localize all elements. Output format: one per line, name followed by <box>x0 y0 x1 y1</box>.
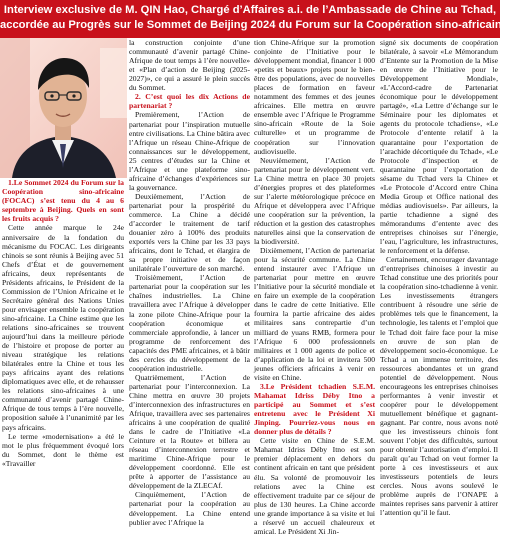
answer-paragraph: Neuvièmement, l’Action de partenariat pour le développement vert. La Chine mettra en place 30 projets d’énergies propres et des plateformes sur l’alerte météorologique précoce en Afrique et développera avec l’Afrique une coopération sur la prévention, la réduction et la gestion des catastrophes naturelles ainsi que la conservation de la biodiversité. <box>254 155 375 247</box>
article-header <box>0 0 508 38</box>
column-4 <box>380 38 498 518</box>
article-body <box>0 38 500 536</box>
answer-paragraph: Cette année marque le 24e anniversaire de la fondation du mécanisme du FOCAC. Les dirigeants chinois se sont réunis à Beijing avec 51 Chefs d’État et de gouvernement africains, deux représentants de Présidents africains, le Président de la Commission de l’Union Africaine et le Secrétaire général des Nations Unies pour envisager ensemble la coopération sino-africaine. La Chine estime que les relations sino-africaines se trouvent aujourd’hui dans la meilleure période de l’histoire et propose de porter au niveau stratégique les relations bilatérales entre la Chine et tous les pays africains ayant des relations diplomatiques avec elle, et de rehausser les relations sino-africaines à une communauté d’avenir partagé Chine-Afrique de tous temps à l’ère nouvelle, proposition saluée à l’unanimité par les pays africains. <box>2 223 124 432</box>
answer-paragraph: Le terme «modernisation» a été le mot le plus fréquemment évoqué lors du Sommet, dont le thème est «Travailler <box>2 431 124 468</box>
answer-paragraph: Cinquièmement, l’Action de partenariat pour la coopération au développement. La Chine entend publier avec l’Afrique la <box>129 490 250 527</box>
answer-paragraph: Quatrièmement, l’Action de partenariat pour l’interconnexion. La Chine mettra en œuvre 30 projets d’interconnexion des infrastructures en Afrique, travaillera avec ses partenaires africains à une coopération de qualité dans le cadre de l’Initiative «La Ceinture et la Route» et billera au réseau d’interconnexion terrestre et maritime Chine-Afrique pour le développement coordonné. Elle est prête à apporter de l’assistance au développement de la ZLECAf. <box>129 372 250 491</box>
answer-paragraph: Dixièmement, l’Action de partenariat pour la sécurité commune. La Chine entend instaurer avec l’Afrique un partenariat pour mettre en œuvre l’Initiative pour la sécurité mondiale et en faire un exemple de la coopération dans le cadre de cette Initiative. Elle fournira la partie africaine des aides militaires sans contrepartie d’un milliard de yuans RMB, formera pour l’Afrique 6 000 professionnels militaires et 1 000 agents de police et d’application de la loi et invitera 500 jeunes officiers africains à venir en visite en Chine. <box>254 246 375 382</box>
answer-paragraph: Troisièmement, l’Action de partenariat pour la coopération sur les chaînes industrielles. La Chine travaillera avec l’Afrique à développer la zone pilote Chine-Afrique pour la coopération économique et commerciale approfondie, à lancer un programme de renforcement des capacités des PME africaines, et à bâtir des cercles du développement de la coopération industrielle. <box>129 273 250 373</box>
headline-line-2: accordée au Progrès sur le Sommet de Beijing 2024 du Forum sur la Coopération sino-africaine <box>0 19 508 31</box>
headline-line-1: Interview exclusive de M. QIN Hao, Chargé d’Affaires a.i. de l’Ambassade de Chine au Tchad, <box>3 4 497 16</box>
answer-paragraph: tion Chine-Afrique sur la promotion conjointe de l’Initiative pour le développement mondial, financer 1 000 «petits et beaux» projets pour le bien-être des populations, avec de nouvelles places de formation en faveur notamment des femmes et des jeunes africaines. Elle mettra en œuvre ensemble avec l’Afrique le Programme sino-africain «Route de la Soie culturelle» et un programme de coopération sur l’innovation audiovisuelle. <box>254 38 375 156</box>
answer-paragraph: Cette visite en Chine de S.E.M. Mahamat Idriss Déby Itno est son premier déplacement en dehors du continent africain en tant que président élu. Sa volonté de promouvoir les relations avec la Chine est effectivement traduite par ce séjour de plus de 130 heures. La Chine accorde une grande importance à sa visite et lui a réservé un accueil chaleureux et amical. Le Président Xi Jin- <box>254 436 375 536</box>
question-3: 3.Le Président tchadien S.E.M. Mahamat Idriss Déby Itno a participé au Sommet et s’est entretenu avec le Président Xi Jinping. Pourriez-vous nous en donner plus de détails ? <box>254 381 375 437</box>
column-3 <box>254 38 375 536</box>
answer-paragraph: la construction conjointe d’une communauté d’avenir partagé Chine-Afrique de tout temps à l’ère nouvelle» et «Plan d’action de Beijing (2025-2027)», ce qui a assuré le plein succès du Sommet. <box>129 38 250 93</box>
answer-paragraph: Premièrement, l’Action de partenariat pour l’inspiration mutuelle entre civilisations. La Chine bâtira avec l’Afrique un réseau Chine-Afrique de connaissances sur le développement, 25 centres d’études sur la Chine et l’Afrique et une plateforme sino-africaine d’échanges d’expériences sur la gouvernance. <box>129 110 250 192</box>
column-2 <box>129 38 250 527</box>
answer-paragraph: signé six documents de coopération bilatérale, à savoir «Le Mémorandum d’Entente sur la Promotion de la Mise en œuvre de l’Initiative pour le Développement Mondial», «L’Accord-cadre de Partenariat économique pour le développement partagé», «La Lettre d’échange sur le Séminaire pour les diplomates et agents du protocole tchadiens», «Le Protocole d’entente relatif à la quarantaine pour l’exportation de l’arachide décortiquée du Tchad», «Le Protocole d’inspection et de quarantaine pour l’exportation de sésame du Tchad vers la Chine» et «Le Protocole d’Accord entre China Media Group et Office national des médias audiovisuels». Par ailleurs, la partie tchadienne a signé des mémorandums d’entente avec des entreprises chinoises sur l’énergie, l’eau, l’agriculture, les infrastructures, le renforcement et la défense. <box>380 38 498 256</box>
answer-paragraph: Deuxièmement, l’Action de partenariat pour la prospérité du commerce. La Chine a décidé d’accorder le traitement de tarif douanier zéro à 100% des produits exportés vers la Chine par les 33 pays africains, dont le Tchad, et élargira de sa propre initiative et de façon unilatérale l’ouverture de son marché. <box>129 191 250 274</box>
question-2: 2. C’est quoi les dix Actions de partenariat ? <box>129 92 250 111</box>
column-1 <box>2 38 124 468</box>
answer-paragraph: Certainement, encourager davantage d’entreprises chinoises à investir au Tchad constitue une des priorités pour la coopération sino-tchadienne à venir. Les investissements étrangers contribuent à résoudre une série de problèmes tels que le financement, la technologie, les talents et l’emploi que le Tchad doit faire face pour la mise en œuvre de son plan de développement socio-économique. Le Tchad a un immense territoire, des ressources abondantes et un grand potentiel de développement. Nous encourageons les entreprises chinoises performantes à venir investir et coopérer pour le développement mutuellement bénéfique et gagnant-gagnant. Par contre, nous avons noté que les investisseurs chinois font souvent l’objet des difficultés, surtout pour obtenir l’autorisation d’emploi. Il paraît qu’au Tchad on veut former la porte à ces investisseurs et aux investisseurs potentiels de leurs cercles. Nous avons soulevé le problème auprès de l’ONAPE à maintes reprises sans parvenir à attirer l’attention qu’il le faut. <box>380 255 498 518</box>
question-1: 1.Le Sommet 2024 du Forum sur la Coopération sino-africaine (FOCAC) s’est tenu du 4 au 6 septembre à Beijing. Quels en sont les fruits acquis ? <box>2 178 124 224</box>
